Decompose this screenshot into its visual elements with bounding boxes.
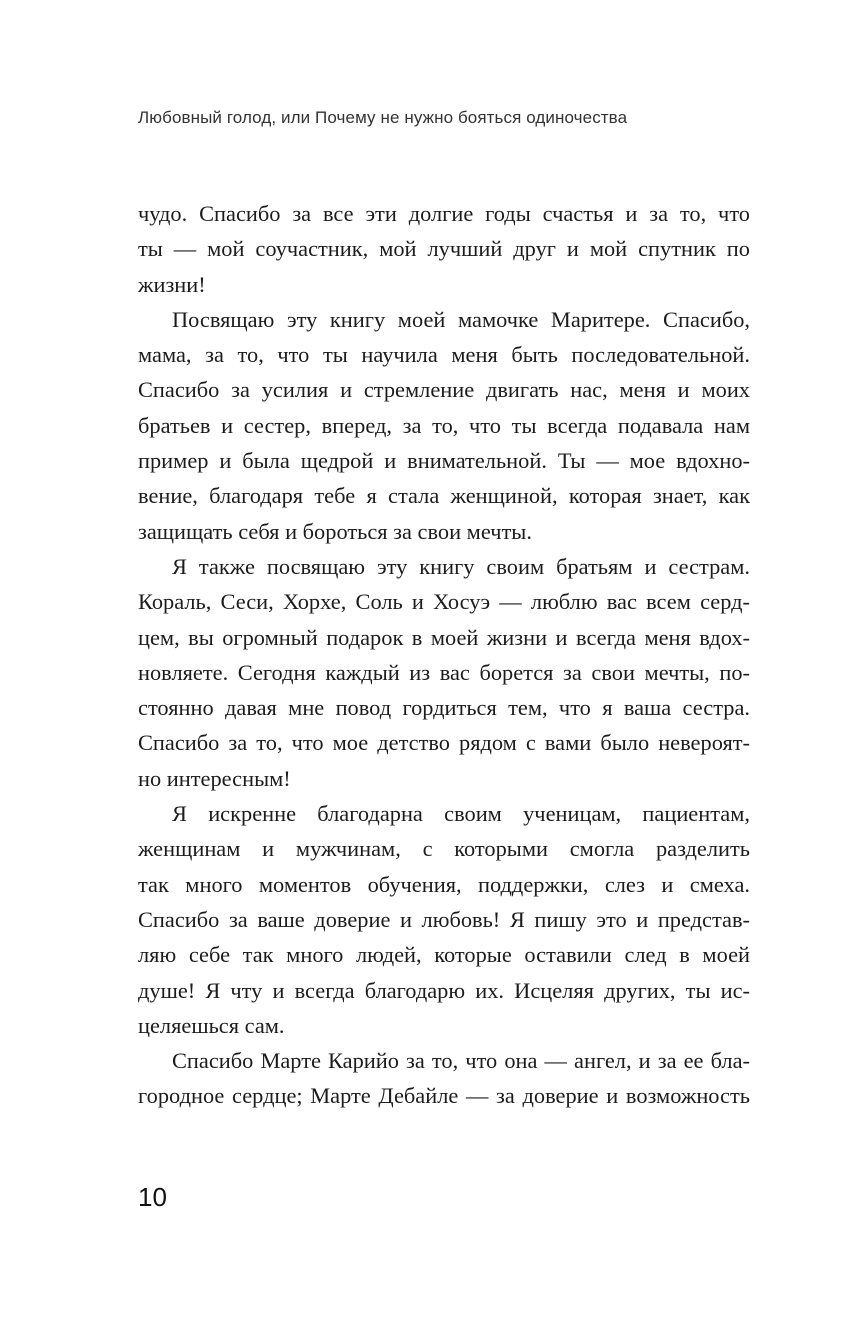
text-line: мама, за то, что ты научила меня быть последовательной. <box>138 342 750 368</box>
text-line: целяешься сам. <box>138 1012 285 1038</box>
text-line: душе! Я чту и всегда благодарю их. Исцеляя других, ты ис- <box>138 977 750 1003</box>
text-line: ляю себе так много людей, которые оставили след в моей <box>138 942 750 968</box>
text-line: Спасибо за то, что мое детство рядом с вами было невероят- <box>138 730 750 756</box>
text-line: защищать себя и бороться за свои мечты. <box>138 518 532 544</box>
text-line: Я искренне благодарна своим ученицам, пациентам, <box>172 801 750 827</box>
text-line: Кораль, Сеси, Хорхе, Соль и Хосуэ — люблю вас всем серд- <box>138 589 750 615</box>
text-line: жизни! <box>138 271 206 297</box>
text-line: братьев и сестер, вперед, за то, что ты всегда подавала нам <box>138 412 750 438</box>
text-line: так много моментов обучения, поддержки, слез и смеха. <box>138 871 750 897</box>
text-line: городное сердце; Марте Дебайле — за доверие и возможность <box>138 1083 750 1109</box>
text-line: новляете. Сегодня каждый из вас борется за свои мечты, по- <box>138 659 750 685</box>
text-line: ты — мой соучастник, мой лучший друг и мой спутник по <box>138 236 750 262</box>
text-line: Посвящаю эту книгу моей мамочке Маритере. Спасибо, <box>172 306 750 332</box>
text-line: Я также посвящаю эту книгу своим братьям и сестрам. <box>172 553 750 579</box>
text-line: цем, вы огромный подарок в моей жизни и всегда меня вдох- <box>138 624 750 650</box>
text-line: женщинам и мужчинам, с которыми смогла разделить <box>138 836 750 862</box>
text-line: Спасибо Марте Карийо за то, что она — ангел, и за ее бла- <box>172 1048 750 1074</box>
text-line: стоянно давая мне повод гордиться тем, что я ваша сестра. <box>138 695 750 721</box>
text-line: пример и была щедрой и внимательной. Ты — мое вдохно- <box>138 448 750 474</box>
text-line: Спасибо за ваше доверие и любовь! Я пишу это и представ- <box>138 906 750 932</box>
body-text <box>138 196 750 1114</box>
running-header: Любовный голод, или Почему не нужно бояться одиночества <box>138 108 628 127</box>
page-number: 10 <box>138 1182 167 1212</box>
text-line: но интересным! <box>138 765 291 791</box>
text-line: Спасибо за усилия и стремление двигать нас, меня и моих <box>138 377 750 403</box>
text-line: чудо. Спасибо за все эти долгие годы счастья и за то, что <box>138 201 750 226</box>
text-line: вение, благодаря тебе я стала женщиной, которая знает, как <box>138 483 750 509</box>
